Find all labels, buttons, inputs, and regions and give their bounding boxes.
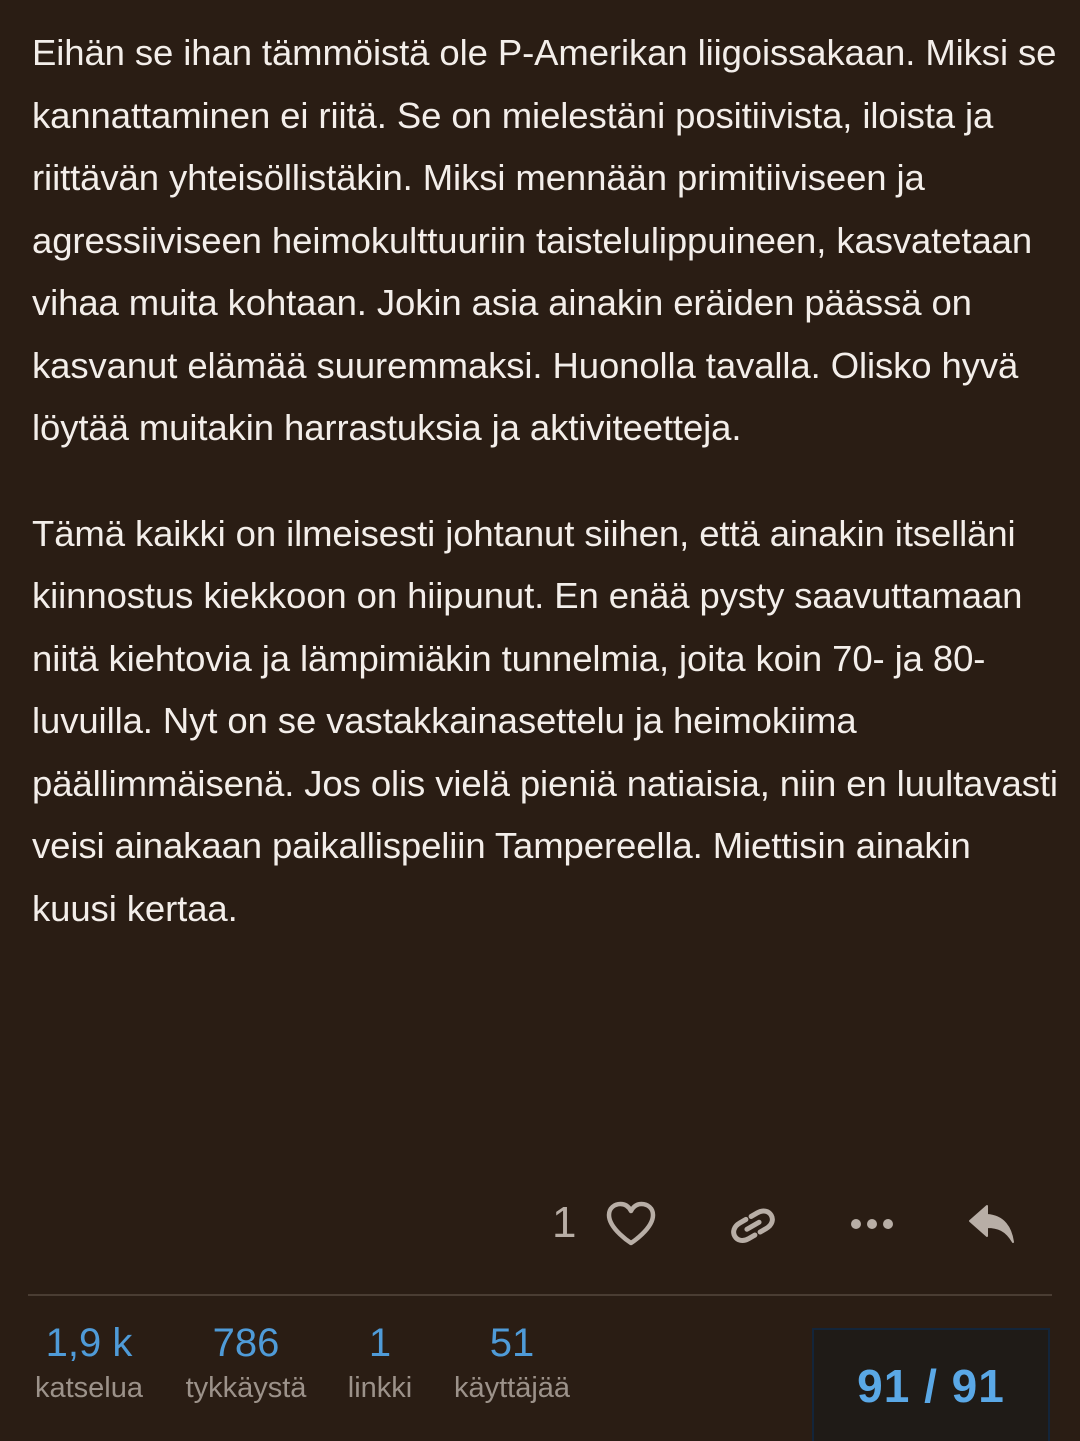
views-count: 1,9 k <box>45 1321 133 1365</box>
stat-users[interactable] <box>446 1318 578 1408</box>
likes-label: tykkäystä <box>185 1372 307 1404</box>
users-label: käyttäjää <box>453 1372 571 1404</box>
links-count: 1 <box>368 1321 392 1365</box>
like-count[interactable]: 1 <box>552 1198 577 1247</box>
progress-label: 91 / 91 <box>857 1359 1005 1412</box>
post-actions <box>0 1192 1080 1256</box>
reply-icon[interactable] <box>966 1200 1018 1248</box>
views-label: katselua <box>34 1372 143 1404</box>
divider <box>28 1294 1052 1296</box>
links-label: linkki <box>347 1372 413 1404</box>
post-paragraph: Eihän se ihan tämmöistä ole P-Amerikan liigoissakaan. Miksi se kannattaminen ei riitä. Se on mielestäni positiivista, iloista ja riittävän yhteisöllistäkin. Miksi mennään primitiiviseen ja agressiiviseen heimokulttuuriin taistelulippuineen, kasvatetaan vihaa muita kohtaan. Jokin asia ainakin eräiden päässä on kasvanut elämää suuremmaksi. Huonolla tavalla. Olisko hyvä löytää muitakin harrastuksia ja aktiviteetteja. <box>32 32 1057 448</box>
stat-views <box>30 1318 148 1408</box>
likes-count: 786 <box>212 1321 280 1365</box>
post-body <box>32 22 1062 940</box>
link-icon[interactable] <box>726 1200 778 1248</box>
more-icon[interactable] <box>848 1200 896 1248</box>
users-count: 51 <box>489 1321 535 1365</box>
timeline-progress[interactable] <box>812 1328 1050 1441</box>
heart-icon[interactable] <box>604 1200 658 1248</box>
stat-links[interactable] <box>342 1318 418 1408</box>
stat-likes <box>178 1318 314 1408</box>
post-paragraph: Tämä kaikki on ilmeisesti johtanut siihen, että ainakin itselläni kiinnostus kiekkoon on hiipunut. En enää pysty saavuttamaan niitä kiehtovia ja lämpimiäkin tunnelmia, joita koin 70- ja 80-luvuilla. Nyt on se vastakkainasettelu ja heimokiima päällimmäisenä. Jos olis vielä pieniä natiaisia, niin en luultavasti veisi ainakaan paikallispeliin Tampereella. Miettisin ainakin kuusi kertaa. <box>32 512 1058 929</box>
